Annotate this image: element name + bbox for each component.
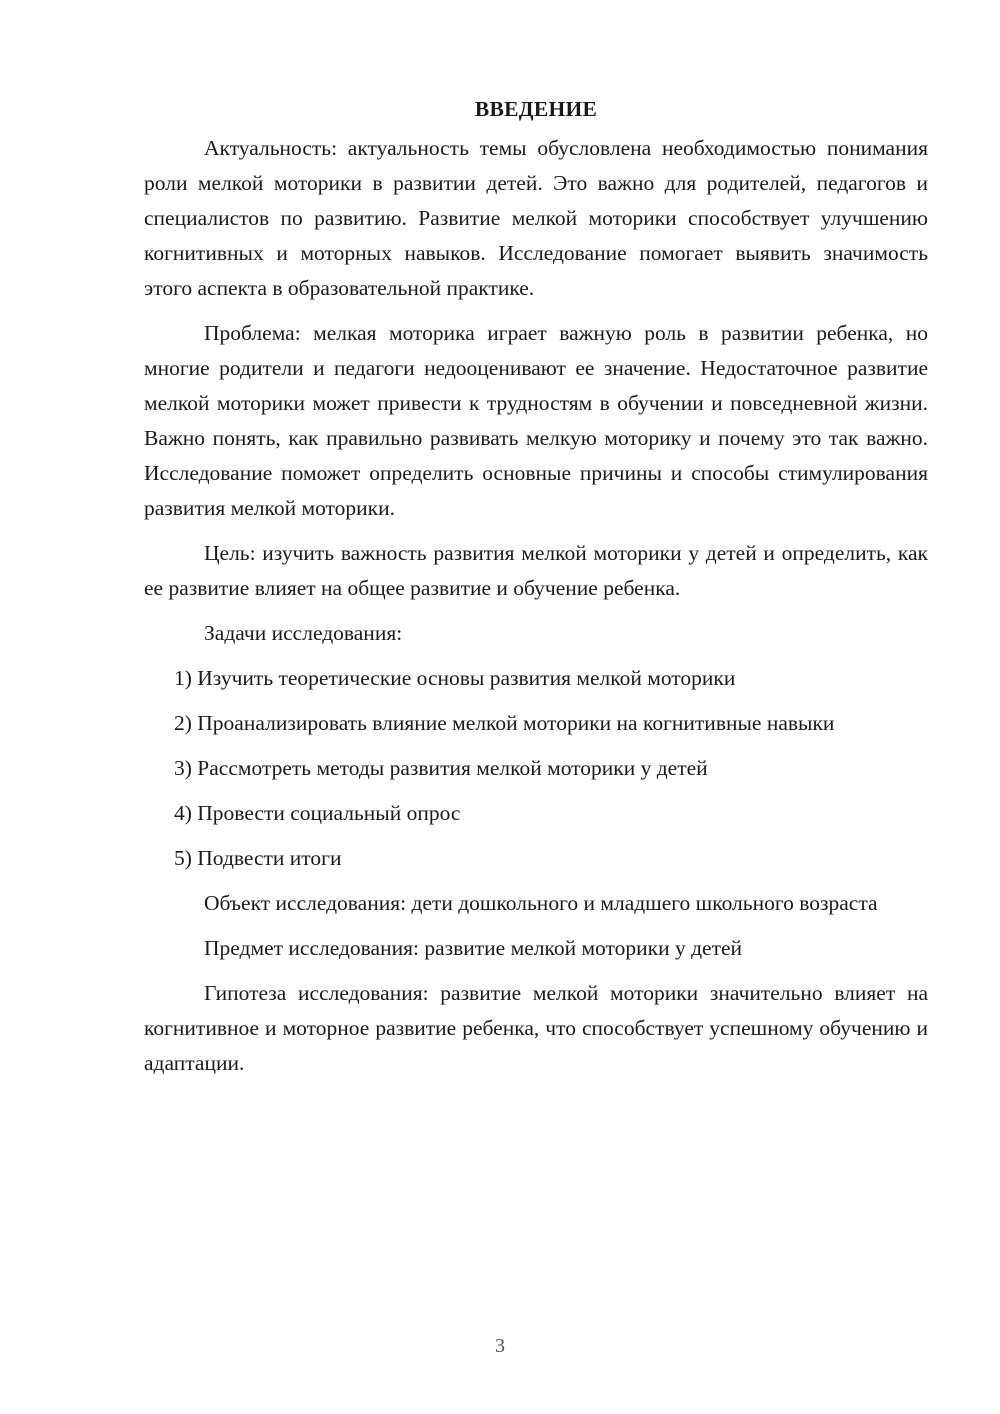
problem-paragraph: Проблема: мелкая моторика играет важную роль в развитии ребенка, но многие родители и педагоги недооценивают ее значение. Недостаточное развитие мелкой моторики может привести к трудностям в обучении и повседневной жизни. Важно понять, как правильно развивать мелкую моторику и почему это так важно. Исследование поможет определить основные причины и способы стимулирования развития мелкой моторики. — [144, 321, 928, 520]
tasks-heading: Задачи исследования: — [204, 621, 403, 645]
goal-paragraph: Цель: изучить важность развития мелкой моторики у детей и определить, как ее развитие влияет на общее развитие и обучение ребенка. — [144, 541, 928, 600]
task-item: 2) Проанализировать влияние мелкой моторики на когнитивные навыки — [174, 711, 835, 735]
task-item: 3) Рассмотреть методы развития мелкой моторики у детей — [174, 756, 708, 780]
page-content — [144, 92, 928, 1091]
page-title: ВВЕДЕНИЕ — [474, 97, 598, 121]
page-number: 3 — [495, 1335, 505, 1357]
task-item: 4) Провести социальный опрос — [174, 801, 461, 825]
task-item: 1) Изучить теоретические основы развития мелкой моторики — [174, 666, 736, 690]
subject-paragraph: Предмет исследования: развитие мелкой моторики у детей — [204, 936, 743, 960]
relevance-paragraph: Актуальность: актуальность темы обусловлена необходимостью понимания роли мелкой моторики в развитии детей. Это важно для родителей, педагогов и специалистов по развитию. Развитие мелкой моторики способствует улучшению когнитивных и моторных навыков. Исследование помогает выявить значимость этого аспекта в образовательной практике. — [144, 136, 928, 300]
hypothesis-paragraph: Гипотеза исследования: развитие мелкой моторики значительно влияет на когнитивное и моторное развитие ребенка, что способствует успешному обучению и адаптации. — [144, 981, 928, 1075]
task-item: 5) Подвести итоги — [174, 846, 342, 870]
object-paragraph: Объект исследования: дети дошкольного и младшего школьного возраста — [204, 891, 878, 915]
